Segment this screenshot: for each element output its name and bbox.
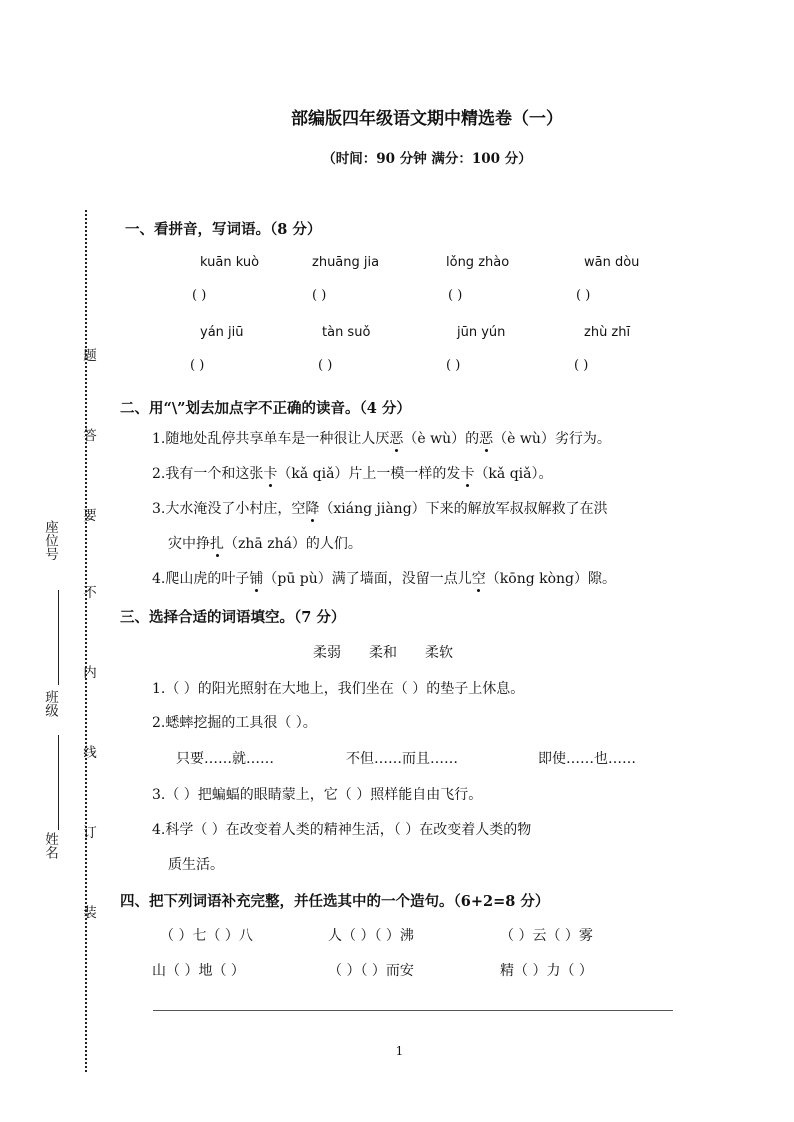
dotted-char: 卡	[263, 463, 277, 483]
word-choice: 即使……也……	[538, 751, 636, 767]
pinyin: lǒng zhào	[446, 255, 510, 270]
answer-blank[interactable]: ( )	[576, 288, 591, 303]
word-choice: 柔和	[369, 645, 397, 661]
answer-blank[interactable]: ( )	[318, 358, 333, 373]
pinyin: kuān kuò	[200, 255, 260, 270]
binding-char: 装	[80, 905, 96, 919]
answer-blank[interactable]: ( )	[574, 358, 589, 373]
idiom-blank[interactable]: （ ）云（ ）雾	[500, 928, 593, 944]
answer-blank[interactable]: ( )	[448, 288, 463, 303]
dotted-char: 铺	[249, 568, 263, 588]
pinyin: wān dòu	[584, 255, 640, 270]
question-2-1: 1.随地处乱停共享单车是一种很让人厌恶（è wù）的恶（è wù）劣行为。	[152, 428, 611, 448]
answer-blank[interactable]: ( )	[446, 358, 461, 373]
pinyin: zhù zhī	[584, 325, 631, 340]
idiom-blank[interactable]: （ ）（ ）而安	[328, 963, 414, 979]
pinyin: zhuāng jia	[312, 255, 380, 270]
idiom-blank[interactable]: 人（ ）（ ）沸	[328, 928, 414, 944]
idiom-blank[interactable]: 精（ ）力（ ）	[500, 963, 593, 979]
binding-char: 不	[80, 585, 96, 599]
page-title: 部编版四年级语文期中精选卷（一）	[291, 109, 563, 129]
name-field[interactable]	[58, 735, 59, 830]
page-number: 1	[395, 1044, 404, 1058]
sentence-answer-line[interactable]	[153, 1010, 673, 1011]
section-3-title: 三、选择合适的词语填空。（7 分）	[120, 609, 346, 626]
class-label: 班级	[42, 690, 58, 717]
word-choice: 只要……就……	[176, 751, 274, 767]
dotted-char: 空	[472, 568, 486, 588]
page-subtitle: （时间：90 分钟 满分：100 分）	[322, 151, 532, 167]
question-3-4-cont: 质生活。	[168, 857, 224, 873]
binding-char: 答	[80, 428, 96, 442]
binding-dotted-line	[85, 210, 87, 1072]
dotted-char: 恶	[389, 428, 403, 448]
class-field[interactable]	[58, 590, 59, 685]
answer-blank[interactable]: ( )	[190, 358, 205, 373]
question-3-2: 2.蟋蟀挖掘的工具很（ ）。	[152, 715, 317, 731]
binding-char: 内	[80, 665, 96, 679]
dotted-char: 卡	[460, 463, 474, 483]
answer-blank[interactable]: ( )	[312, 288, 327, 303]
binding-char: 题	[80, 348, 96, 362]
seat-label: 座位号	[42, 520, 58, 561]
question-3-4: 4.科学（ ）在改变着人类的精神生活，（ ）在改变着人类的物	[152, 822, 532, 838]
pinyin: jūn yún	[457, 325, 506, 340]
question-2-3-cont: 灾中挣扎（zhā zhá）的人们。	[168, 533, 362, 553]
section-1-title: 一、看拼音，写词语。（8 分）	[125, 221, 322, 238]
dotted-char: 降	[305, 498, 319, 518]
dotted-char: 扎	[210, 533, 224, 553]
section-4-title: 四、把下列词语补充完整，并任选其中的一个造句。（6+2=8 分）	[120, 893, 550, 910]
idiom-blank[interactable]: （ ）七（ ）八	[160, 928, 253, 944]
binding-char: 要	[80, 508, 96, 522]
answer-blank[interactable]: ( )	[192, 288, 207, 303]
question-2-3: 3.大水淹没了小村庄，空降（xiáng jiàng）下来的解放军叔叔解救了在洪	[152, 498, 608, 518]
name-label: 姓名	[42, 832, 58, 859]
word-choice: 柔软	[425, 645, 453, 661]
idiom-blank[interactable]: 山（ ）地（ ）	[152, 963, 245, 979]
section-2-title: 二、用“\”划去加点字不正确的读音。（4 分）	[120, 400, 411, 417]
question-2-2: 2.我有一个和这张卡（kǎ qiǎ）片上一模一样的发卡（kǎ qiǎ）。	[152, 463, 553, 483]
word-choice: 柔弱	[313, 645, 341, 661]
pinyin: yán jiū	[200, 325, 244, 340]
pinyin: tàn suǒ	[322, 325, 371, 340]
binding-char: 订	[80, 825, 96, 839]
question-3-3: 3.（ ）把蝙蝠的眼睛蒙上，它（ ）照样能自由飞行。	[152, 787, 483, 803]
binding-char: 线	[80, 745, 96, 759]
word-choice: 不但……而且……	[346, 751, 458, 767]
question-2-4: 4.爬山虎的叶子铺（pū pù）满了墙面，没留一点儿空（kōng kòng）隙。	[152, 568, 616, 588]
dotted-char: 恶	[479, 428, 493, 448]
question-3-1: 1.（ ）的阳光照射在大地上，我们坐在（ ）的垫子上休息。	[152, 681, 525, 697]
